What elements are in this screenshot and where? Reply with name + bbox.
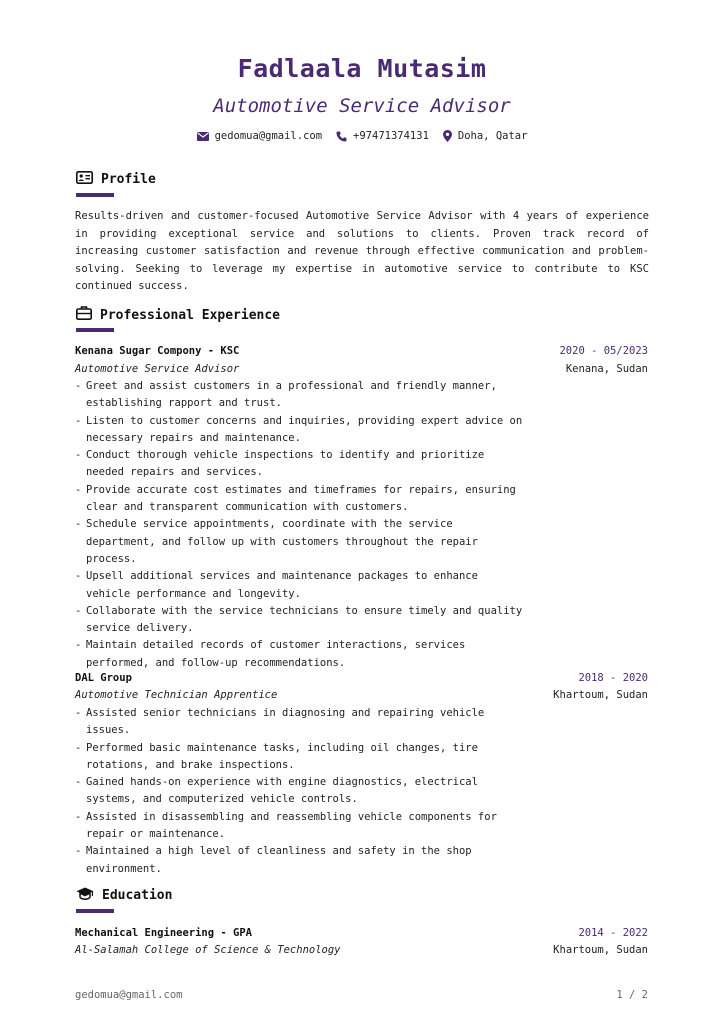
job-bullets	[75, 705, 525, 878]
phone-text: +97471374131	[353, 130, 429, 142]
section-underline	[76, 193, 114, 197]
list-item: - Assisted in disassembling and reassembling vehicle components for repair or maintenance.	[75, 809, 525, 844]
education-location: Khartoum, Sudan	[553, 944, 648, 956]
email-text: gedomua@gmail.com	[214, 130, 323, 142]
footer-email: gedomua@gmail.com	[75, 989, 183, 1001]
candidate-role: Automotive Service Advisor	[213, 95, 511, 117]
job-location: Khartoum, Sudan	[553, 689, 648, 701]
section-underline	[76, 909, 114, 913]
location-pin-icon	[443, 130, 452, 142]
candidate-name: Fadlaala Mutasim	[237, 54, 487, 83]
id-card-icon	[76, 171, 93, 188]
section-heading-education	[76, 887, 172, 904]
list-item: - Collaborate with the service technicians to ensure timely and quality service delivery.	[75, 603, 525, 638]
job-dates: 2018 - 2020	[578, 672, 648, 684]
list-item: - Maintained a high level of cleanliness and safety in the shop environment.	[75, 843, 525, 878]
list-item: - Performed basic maintenance tasks, including oil changes, tire rotations, and brake inspections.	[75, 740, 525, 775]
job-location: Kenana, Sudan	[565, 363, 648, 375]
education-degree: Mechanical Engineering - GPA	[75, 927, 253, 939]
job-title: Automotive Technician Apprentice	[75, 689, 278, 701]
section-underline	[76, 328, 114, 332]
job-title: Automotive Service Advisor	[75, 363, 240, 375]
graduation-cap-icon	[76, 887, 94, 904]
education-heading: Education	[102, 888, 173, 903]
job-company: Kenana Sugar Compony - KSC	[75, 345, 240, 357]
education-school: Al-Salamah College of Science & Technology	[75, 944, 341, 956]
envelope-icon	[197, 132, 209, 141]
list-item: - Listen to customer concerns and inquiries, providing expert advice on necessary repairs and maintenance.	[75, 413, 525, 448]
contact-row	[0, 130, 724, 142]
contact-phone[interactable]	[336, 130, 429, 142]
list-item: - Gained hands-on experience with engine diagnostics, electrical systems, and computerized vehicle controls.	[75, 774, 525, 809]
briefcase-icon	[76, 306, 92, 324]
list-item: - Assisted senior technicians in diagnosing and repairing vehicle issues.	[75, 705, 525, 740]
list-item: - Schedule service appointments, coordinate with the service department, and follow up with customers throughout the repair process.	[75, 516, 525, 568]
list-item: - Maintain detailed records of customer interactions, services performed, and follow-up recommendations.	[75, 637, 525, 672]
list-item: - Conduct thorough vehicle inspections to identify and prioritize needed repairs and services.	[75, 447, 525, 482]
job-company: DAL Group	[75, 672, 132, 684]
list-item: - Upsell additional services and maintenance packages to enhance vehicle performance and longevity.	[75, 568, 525, 603]
section-heading-experience	[76, 306, 280, 324]
location-text: Doha, Qatar	[457, 130, 528, 142]
education-dates: 2014 - 2022	[578, 927, 648, 939]
profile-heading: Profile	[101, 172, 156, 187]
contact-email[interactable]	[197, 130, 322, 142]
job-dates: 2020 - 05/2023	[559, 345, 648, 357]
profile-summary: Results-driven and customer-focused Automotive Service Advisor with 4 years of experience in providing exceptional service and solutions to clients. Proven track record of increasing customer satisfaction and revenue through effective communication and problem-solving. Seeking to leverage my expertise in automotive service to contribute to KSC continued success.	[75, 210, 649, 292]
contact-location	[443, 130, 528, 142]
phone-icon	[336, 131, 347, 142]
list-item: - Provide accurate cost estimates and timeframes for repairs, ensuring clear and transparent communication with customers.	[75, 482, 525, 517]
section-heading-profile	[76, 171, 156, 188]
list-item: - Greet and assist customers in a professional and friendly manner, establishing rapport and trust.	[75, 378, 525, 413]
experience-heading: Professional Experience	[100, 307, 281, 323]
page-number: 1 / 2	[616, 989, 648, 1001]
job-bullets	[75, 378, 525, 672]
